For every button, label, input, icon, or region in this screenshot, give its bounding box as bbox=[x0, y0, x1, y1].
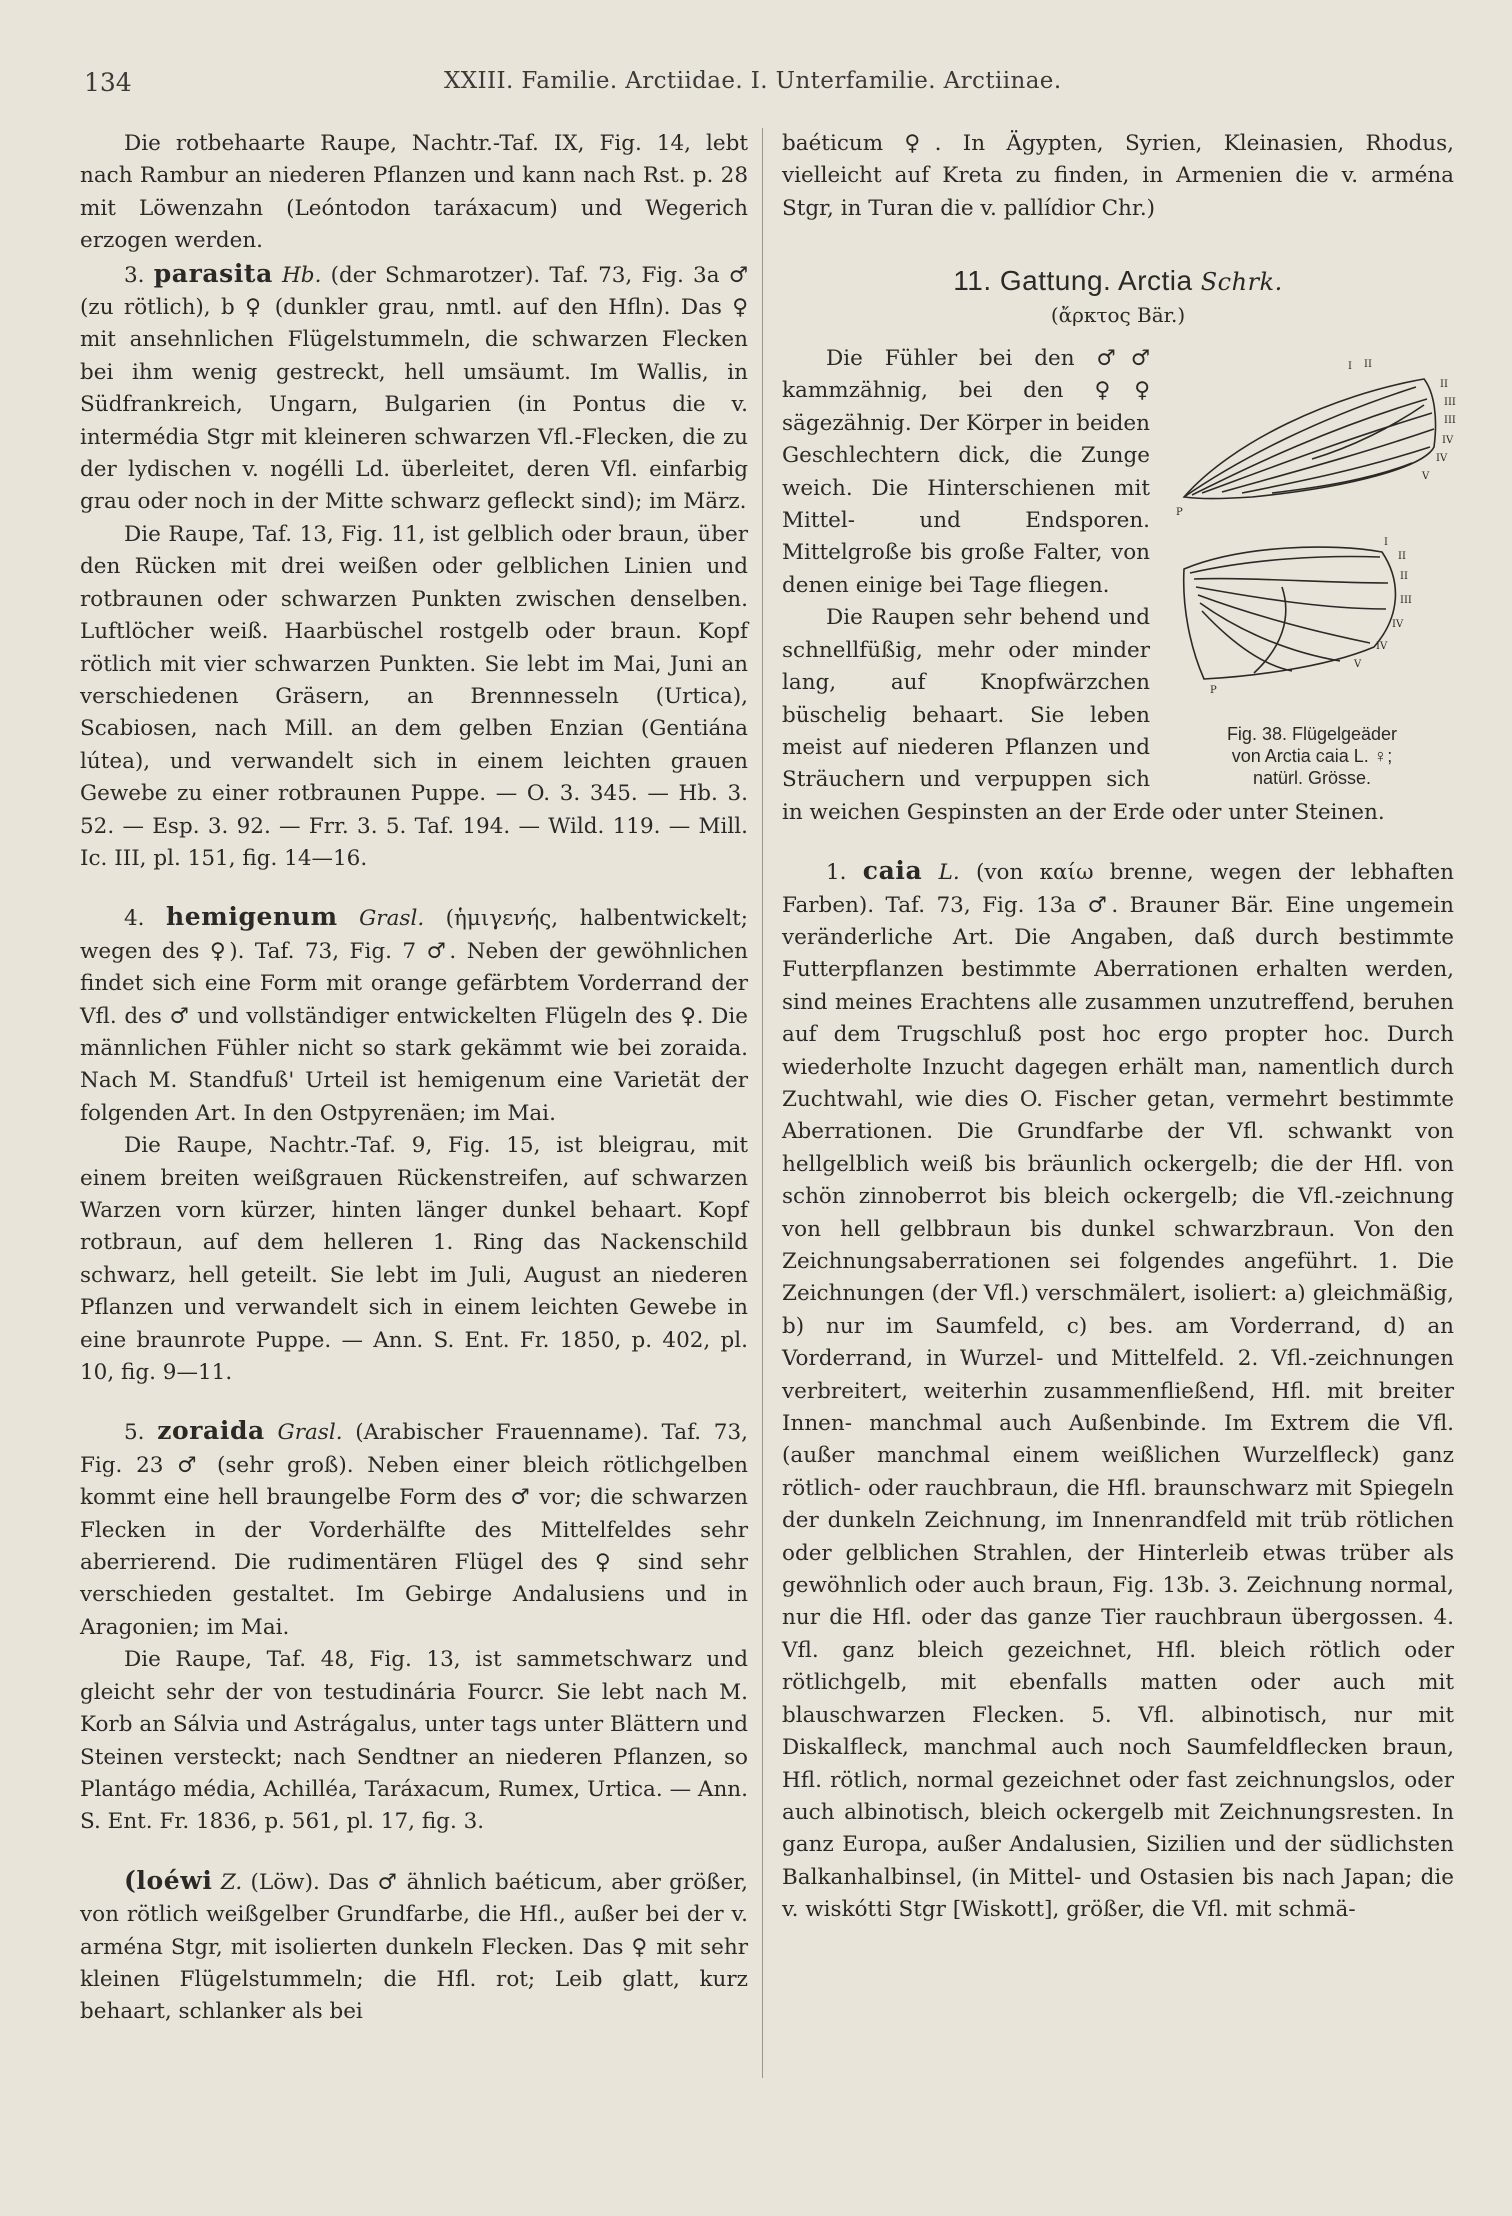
species-name: parasita bbox=[153, 258, 273, 288]
species-name: caia bbox=[862, 856, 923, 886]
svg-text:I: I bbox=[1384, 537, 1388, 549]
entry-number: 3. bbox=[124, 262, 154, 288]
paragraph: Die Raupe, Taf. 13, Fig. 11, ist gelblich oder braun, über den Rücken mit drei weißen oder gelblichen Linien und rotbraunen oder schwarzen Punkten zwischen denselben. Luftlöcher weiß. Haarbüschel rostgelb oder braun. Kopf rötlich mit vier schwarzen Punkten. Sie lebt im Mai, Juni an verschiedenen Gräsern, an Brennnesseln (Urtica), Scabiosen, nach Mill. an dem gelben Enzian (Gentiána lútea), und verwandelt sich in einem leichten grauen Gewebe zu einer rotbraunen Puppe. — O. 3. 345. — Hb. 3. 52. — Esp. 3. 92. — Frr. 3. 5. Taf. 194. — Wild. 119. — Mill. Ic. III, pl. 151, fig. 14—16. bbox=[80, 521, 748, 871]
svg-text:II: II bbox=[1398, 551, 1406, 563]
figure-38 bbox=[1162, 347, 1462, 789]
caption-line: von Arctia caia L. ♀; bbox=[1231, 746, 1393, 767]
paragraph: Die rotbehaarte Raupe, Nachtr.-Taf. IX, Fig. 14, lebt nach Rambur an niederen Pflanzen und kann nach Rst. p. 28 mit Löwenzahn (Leóntodon taráxacum) und Wegerich erzogen werden. bbox=[80, 131, 748, 254]
paragraph: Die Raupe, Nachtr.-Taf. 9, Fig. 15, ist bleigrau, mit einem breiten weißgrauen Rückenstreifen, auf schwarzen Warzen vorn kürzer, hinten länger dunkel behaart. Kopf rotbraun, auf dem helleren 1. Ring das Nackenschild schwarz, hell geteilt. Sie lebt im Juli, August an niederen Pflanzen und verwandelt sich in einem leichten Gewebe in eine braunrote Puppe. — Ann. S. Ent. Fr. 1850, p. 402, pl. 10, fig. 9—11. bbox=[80, 1133, 748, 1386]
left-column bbox=[80, 128, 748, 2029]
species-entry-caia bbox=[782, 855, 1454, 1926]
page-header bbox=[84, 64, 1464, 104]
caption-line: Fig. 38. Flügelgeäder bbox=[1226, 724, 1398, 745]
species-entry-parasita bbox=[80, 258, 748, 519]
entry-number: 5. bbox=[124, 1420, 158, 1446]
entry-number: 1. bbox=[826, 860, 863, 886]
genus-title: 11. Gattung. Arctia bbox=[953, 265, 1193, 297]
caption-line: natürl. Grösse. bbox=[1252, 768, 1372, 789]
svg-text:III: III bbox=[1444, 397, 1456, 409]
species-author: Grasl. bbox=[337, 906, 425, 932]
svg-text:V: V bbox=[1422, 471, 1430, 483]
svg-text:V: V bbox=[1354, 659, 1362, 671]
species-text: (der Schmarotzer). Taf. 73, Fig. 3a ♂ (zu rötlich), b ♀ (dunkler grau, nmtl. auf den Hfln). Das ♀ mit ansehnlichen Flügelstummeln, die schwarzen Flecken bei ihm wenig gestreckt, hell umsäumt. Im Wallis, in Südfrankreich, Ungarn, Bulgarien (in Pontus die v. intermédia Stgr mit kleineren schwarzen Vfl.-Flecken, die zu der lydischen v. nogélli Ld. überleitet, deren Vfl. einfarbig grau oder noch in der Mitte schwarz gefleckt sind); im März. bbox=[80, 262, 748, 515]
paragraph: Die Raupe, Taf. 48, Fig. 13, ist sammetschwarz und gleicht sehr der von testudinária Fourcr. Sie lebt nach M. Korb an Sálvia und Astrágalus, unter tags unter Blättern und Steinen versteckt; nach Sendtner an niederen Pflanzen, so Plantágo média, Achilléa, Taráxacum, Rumex, Urtica. — Ann. S. Ent. Fr. 1836, p. 561, pl. 17, fig. 3. bbox=[80, 1647, 748, 1835]
figure-caption bbox=[1162, 723, 1462, 789]
page-number: 134 bbox=[84, 68, 132, 97]
species-entry-hemigenum bbox=[80, 901, 748, 1130]
species-text: (Löw). Das ♂ ähnlich baéticum, aber größer, von rötlich weißgelber Grundfarbe, die Hfl., außer bei der v. arména Stgr, mit isolierten dunkeln Flecken. Das ♀ mit sehr kleinen Flügelstummeln; die Hfl. rot; Leib glatt, kurz behaart, schlanker als bei bbox=[80, 1869, 748, 2025]
svg-text:II: II bbox=[1400, 571, 1408, 583]
species-entry-loewi bbox=[80, 1865, 748, 2029]
genus-etymology: (ἄρκτος Bär.) bbox=[1050, 302, 1186, 327]
svg-text:P: P bbox=[1176, 507, 1183, 519]
svg-text:III: III bbox=[1400, 595, 1412, 607]
paragraph: Die Fühler bei den ♂♂ kammzähnig, bei den ♀♀ sägezähnig. Der Körper in beiden Geschlechtern dick, die Zunge weich. Die Hinterschienen mit Mittel- und Endsporen. Mittelgroße bis große Falter, von denen einige bei Tage fliegen. bbox=[782, 346, 1150, 598]
species-text: (ἡμιγενής, halbentwickelt; wegen des ♀). Taf. 73, Fig. 7 ♂. Neben der gewöhnlichen findet sich eine Form mit orange gefärbtem Vorderrand der Vfl. des ♂ und vollständiger entwickelten Flügeln des ♀. Die männlichen Fühler nicht so stark gekämmt wie bei zoraida. Nach M. Standfuß' Urteil ist hemigenum eine Varietät der folgenden Art. In den Ostpyrenäen; im Mai. bbox=[80, 906, 748, 1126]
svg-text:P: P bbox=[1210, 685, 1217, 697]
species-author: Grasl. bbox=[264, 1420, 343, 1446]
genus-heading bbox=[782, 265, 1454, 298]
column-divider bbox=[762, 128, 763, 2078]
species-name: zoraida bbox=[157, 1416, 265, 1446]
species-text: (Arabischer Frauenname). Taf. 73, Fig. 23 ♂ (sehr groß). Neben einer bleich rötlichgelben kommt eine hell braungelbe Form des ♂ vor; die schwarzen Flecken in der Vorderhälfte des Mittelfeldes sehr aberrierend. Die rudimentären Flügel des ♀ sind sehr verschieden gestaltet. Im Gebirge Andalusiens und in Aragonien; im Mai. bbox=[80, 1420, 748, 1640]
svg-text:IV: IV bbox=[1392, 619, 1404, 631]
entry-number: 4. bbox=[124, 906, 167, 932]
species-author: L. bbox=[922, 860, 960, 886]
svg-text:II: II bbox=[1440, 379, 1448, 391]
svg-text:IV: IV bbox=[1442, 435, 1454, 447]
svg-text:III: III bbox=[1444, 415, 1456, 427]
right-column bbox=[782, 128, 1454, 1927]
species-text: (von καίω brenne, wegen der lebhaften Farben). Taf. 73, Fig. 13a ♂. Brauner Bär. Eine ungemein veränderliche Art. Die Angaben, daß durch bestimmte Futterpflanzen bestimmte Aberrationen erhalten werden, sind meines Erachtens alle zusammen unzutreffend, beruhen auf dem Trugschluß post hoc ergo propter hoc. Durch wiederholte Inzucht dagegen erhält man, namentlich durch Zuchtwahl, wie dies O. Fischer getan, vermehrt bestimmte Aberrationen. Die Grundfarbe der Vfl. schwankt von hellgelblich weiß bis bräunlich ockergelb; die der Hfl. von schön zinnoberrot bis bleich ockergelb; die Vfl.-zeichnung von hell gelbbraun bis dunkel schwarzbraun. Von den Zeichnungsaberrationen sei folgendes angeführt. 1. Die Zeichnungen (der Vfl.) verschmälert, isoliert: a) gleichmäßig, b) nur im Saumfeld, c) bes. am Vorderrand, d) an Vorderrand, in Wurzel- und Mittelfeld. 2. Vfl.-zeichnungen verbreitert, weiterhin zusammenfließend, Hfl. mit breiter Innen- manchmal auch Außenbinde. Im Extrem die Vfl. (außer manchmal einem weißlichen Wurzelfleck) ganz rötlich- oder rauchbraun, die Hfl. braunschwarz mit Spiegeln der dunkeln Zeichnung, im Innenrandfeld mit trüb rötlichen oder gelblichen Strahlen, der Hinterleib etwas trüber als gewöhnlich oder auch braun, Fig. 13b. 3. Zeichnung normal, nur die Hfl. oder das ganze Tier rauchbraun übergossen. 4. Vfl. ganz bleich gezeichnet, Hfl. bleich rötlich oder rötlichgelb, mit ebenfalls matten oder auch mit blauschwarzen Flecken. 5. Vfl. albinotisch, nur mit Diskalfleck, manchmal auch noch Saumfeldflecken braun, Hfl. rötlich, normal gezeichnet oder fast zeichnungslos, oder auch albinotisch, bleich ockergelb mit Zeichnungsresten. In ganz Europa, außer Andalusien, Sizilien und der südlichsten Balkanhalbinsel, (in Mittel- und Ostasien bis nach Japan; die v. wiskótti Stgr [Wiskott], größer, die Vfl. mit schmä- bbox=[782, 860, 1454, 1923]
paragraph: baéticum ♀. In Ägypten, Syrien, Kleinasien, Rhodus, vielleicht auf Kreta zu finden, in Armenien die v. arména Stgr, in Turan die v. pallídior Chr.) bbox=[782, 131, 1454, 221]
wing-venation-illustration bbox=[1162, 347, 1462, 717]
species-author: Z. bbox=[212, 1869, 243, 1895]
species-author: Hb. bbox=[272, 262, 322, 288]
figure-wrap bbox=[782, 343, 1454, 829]
paragraph: Die Raupen sehr behend und schnellfüßig, mehr oder minder lang, auf Knopfwärzchen büschelig behaart. Sie leben meist auf niederen Pflanzen und Sträuchern und verpuppen sich in weichen Gespinsten an der Erde oder unter Steinen. bbox=[782, 605, 1385, 825]
svg-text:IV: IV bbox=[1376, 641, 1388, 653]
species-entry-zoraida bbox=[80, 1415, 748, 1644]
running-title: XXIII. Familie. Arctiidae. I. Unterfamilie. Arctiinae. bbox=[444, 68, 1062, 94]
svg-text:I: I bbox=[1348, 361, 1352, 373]
svg-text:II: II bbox=[1364, 359, 1372, 371]
species-name: hemigenum bbox=[166, 902, 338, 932]
genus-author: Schrk. bbox=[1192, 268, 1283, 297]
species-name: (loéwi bbox=[124, 1865, 213, 1895]
svg-text:IV: IV bbox=[1436, 453, 1448, 465]
